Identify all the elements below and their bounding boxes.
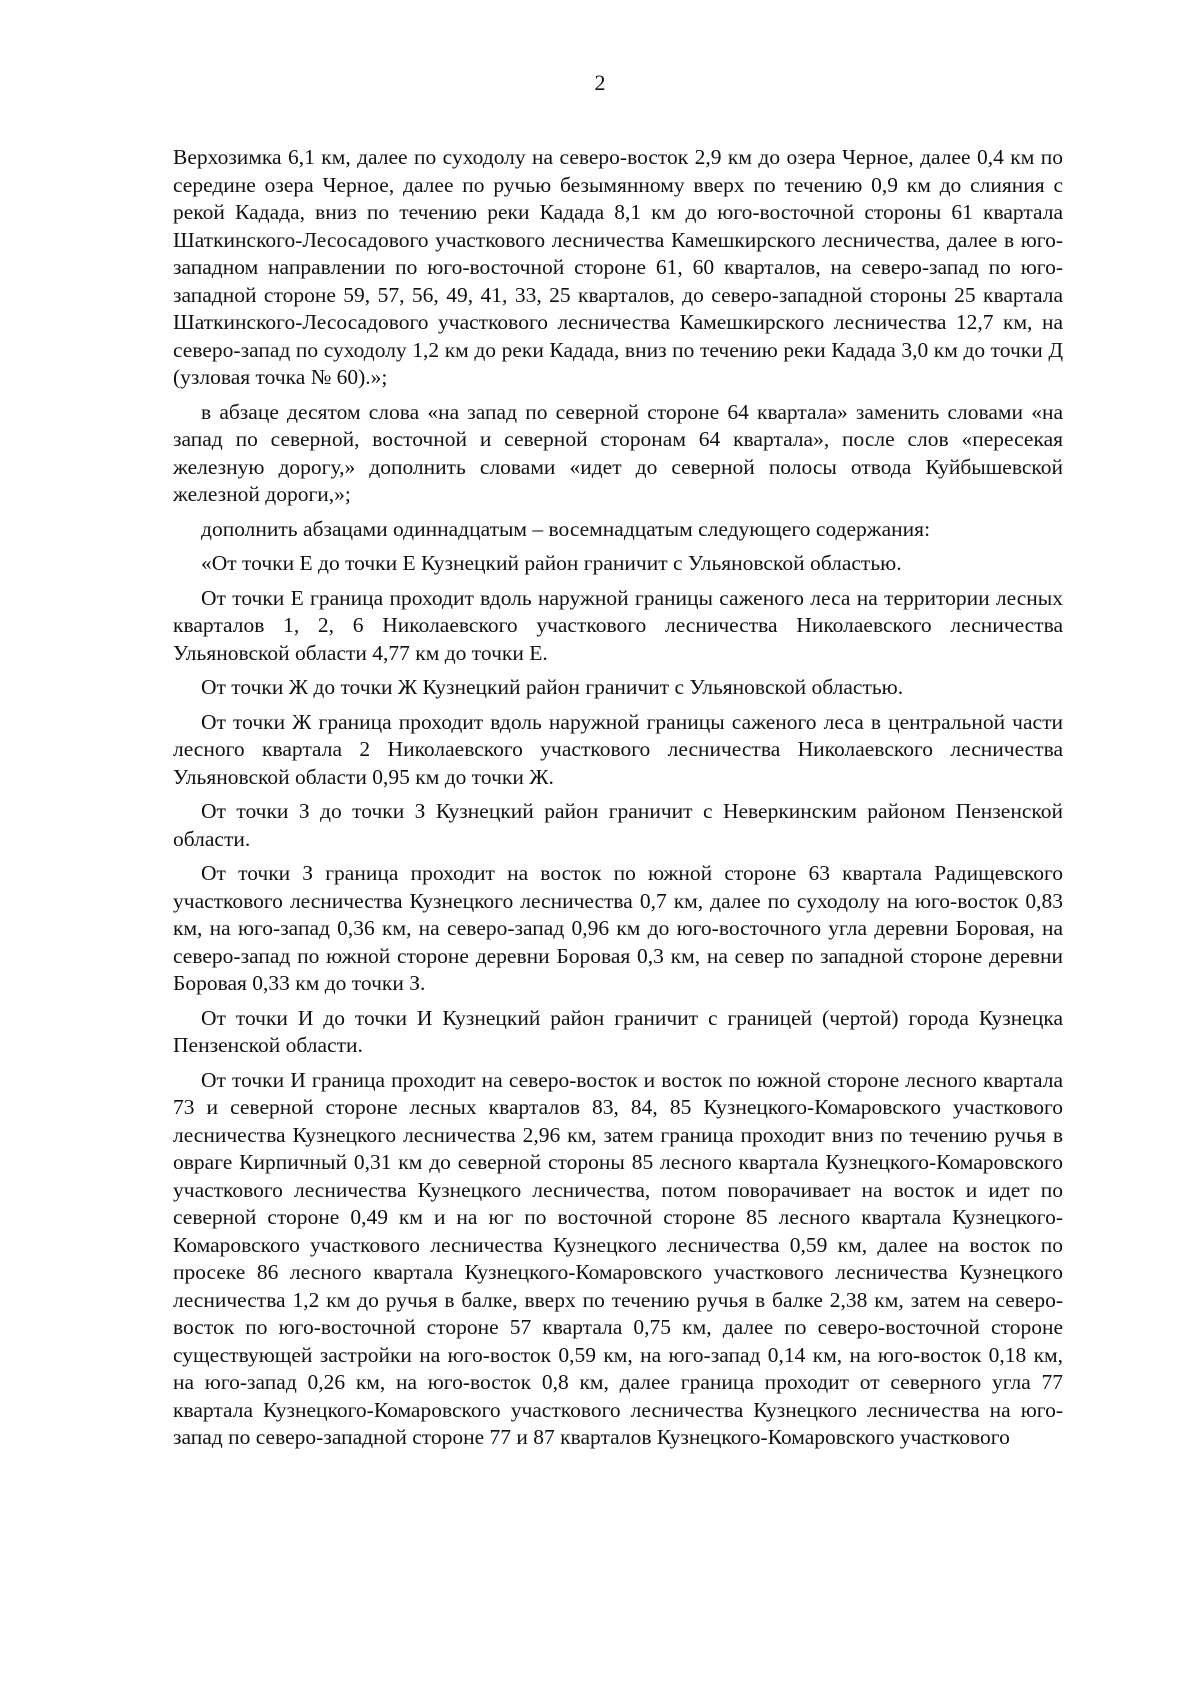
paragraph-point-z-border: От точки З до точки З Кузнецкий район граничит с Неверкинским районом Пензенской области. — [173, 799, 1063, 851]
paragraph-point-zh-route: От точки Ж граница проходит вдоль наружной границы саженого леса в центральной части лесного квартала 2 Николаевского участкового лесничества Николаевского лесничества Ульяновской области 0,95 км до точки Ж. — [173, 709, 1063, 789]
paragraph-point-z-route: От точки З граница проходит на восток по южной стороне 63 квартала Радищевского участкового лесничества Кузнецкого лесничества 0,7 км, далее по суходолу на юго-восток 0,83 км, на юго-запад 0,36 км, на северо-запад 0,96 км до юго-восточного угла деревни Боровая, на северо-запад по южной стороне деревни Боровая 0,3 км, на север по западной стороне деревни Боровая 0,33 км до точки З. — [173, 861, 1063, 995]
paragraph-addition-intro: дополнить абзацами одиннадцатым – восемнадцатым следующего содержания: — [201, 516, 931, 541]
paragraph-continuation: Верхозимка 6,1 км, далее по суходолу на северо-восток 2,9 км до озера Черное, далее 0,4 км по середине озера Черное, далее по ручью безымянному вверх по течению 0,9 км до слияния с рекой Кадада, вниз по течению реки Кадада 8,1 км до юго-восточной стороны 61 квартала Шаткинского-Лесосадового участкового лесничества Камешкирского лесничества, далее в юго-западном направлении по юго-восточной стороне 61, 60 кварталов, на северо-запад по юго-западной стороне 59, 57, 56, 49, 41, 33, 25 кварталов, до северо-западной стороны 25 квартала Шаткинского-Лесосадового участкового лесничества Камешкирского лесничества 12,7 км, на северо-запад по суходолу 1,2 км до реки Кадада, вниз по течению реки Кадада 3,0 км до точки Д (узловая точка № 60).»; — [173, 145, 1063, 389]
paragraph-amendment-tenth: в абзаце десятом слова «на запад по северной стороне 64 квартала» заменить словами «на запад по северной, восточной и северной сторонам 64 квартала», после слов «пересекая железную дорогу,» дополнить словами «идет до северной полосы отвода Куйбышевской железной дороги,»; — [173, 399, 1063, 506]
paragraph-point-i-border: От точки И до точки И Кузнецкий район граничит с границей (чертой) города Кузнецка Пензенской области. — [173, 1005, 1063, 1057]
page-number: 2 — [594, 70, 606, 95]
paragraph-point-i-route: От точки И граница проходит на северо-восток и восток по южной стороне лесного квартала 73 и северной стороне лесных кварталов 83, 84, 85 Кузнецкого-Комаровского участкового лесничества Кузнецкого лесничества 2,96 км, затем граница проходит вниз по течению ручья в овраге Кирпичный 0,31 км до северной стороны 85 лесного квартала Кузнецкого-Комаровского участкового лесничества Кузнецкого лесничества, потом поворачивает на восток и идет по северной стороне 0,49 км и на юг по восточной стороне 85 лесного квартала Кузнецкого-Комаровского участкового лесничества Кузнецкого лесничества 0,59 км, далее на восток по просеке 86 лесного квартала Кузнецкого-Комаровского участкового лесничества Кузнецкого лесничества 1,2 км до ручья в балке, вверх по течению ручья в балке 2,38 км, затем на северо-восток по юго-восточной стороне 57 квартала 0,75 км, далее по северо-восточной стороне существующей застройки на юго-восток 0,59 км, на юго-запад 0,14 км, на юго-восток 0,18 км, на юго-запад 0,26 км, на юго-восток 0,8 км, далее граница проходит от северного угла 77 квартала Кузнецкого-Комаровского участкового лесничества Кузнецкого лесничества на юго-запад по северо-западной стороне 77 и 87 кварталов Кузнецкого-Комаровского участкового — [173, 1067, 1063, 1449]
paragraph-point-e-border: «От точки Е до точки Е Кузнецкий район граничит с Ульяновской областью. — [201, 551, 902, 575]
document-body — [173, 144, 1063, 1459]
paragraph-point-zh-border: От точки Ж до точки Ж Кузнецкий район граничит с Ульяновской областью. — [201, 675, 904, 699]
paragraph-point-e-route: От точки Е граница проходит вдоль наружной границы саженого леса на территории лесных кварталов 1, 2, 6 Николаевского участкового лесничества Николаевского лесничества Ульяновской области 4,77 км до точки Е. — [173, 585, 1063, 665]
